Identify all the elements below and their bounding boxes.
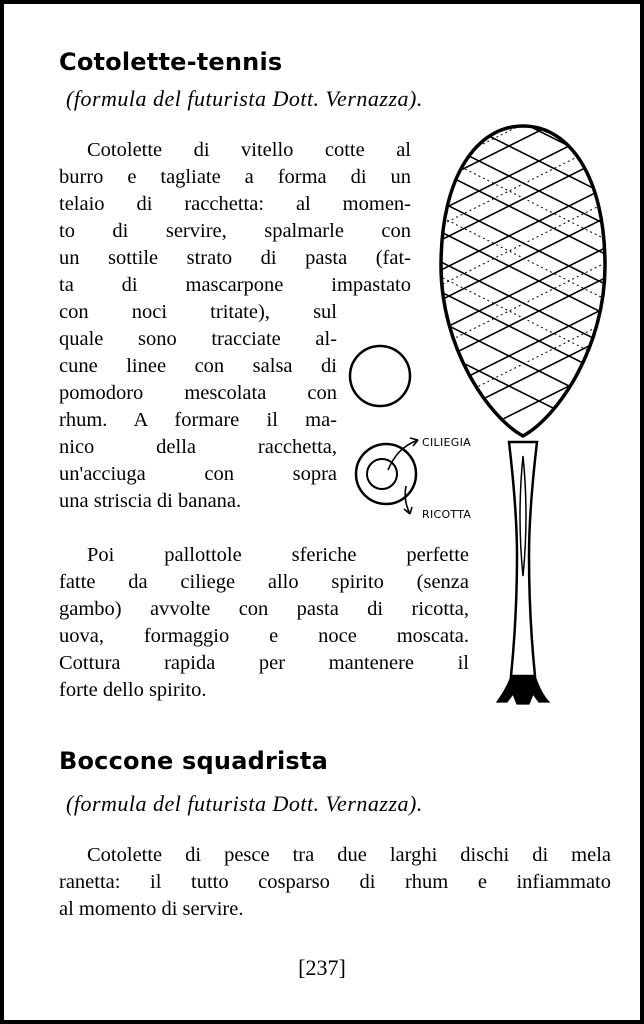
recipe-body-upper: [59, 137, 411, 299]
recipe-attribution: (formula del futurista Dott. Vernazza).: [66, 86, 423, 111]
text-line: nico della racchetta,: [59, 436, 337, 458]
text-line: uova, formaggio e noce moscata.: [59, 625, 469, 647]
text-line: cune linee con salsa di: [59, 355, 337, 377]
racket-handle: [509, 442, 537, 676]
text-line: un sottile strato di pasta (fat-: [59, 247, 411, 269]
text-line: burro e tagliate a forma di un: [59, 166, 411, 188]
recipe-body-narrow: [59, 299, 337, 515]
ricotta-ball-drawing: [350, 346, 410, 406]
text-line: Cottura rapida per mantenere il: [59, 652, 469, 674]
text-line: con noci tritate), sul: [59, 301, 337, 323]
ricotta-outer-circle: [356, 444, 416, 504]
text-line: gambo) avvolte con pasta di ricotta,: [59, 598, 469, 620]
recipe-body-boccone: [59, 842, 611, 923]
text-line: ta di mascarpone impastato: [59, 274, 411, 296]
text-line: pomodoro mescolata con: [59, 382, 337, 404]
text-line: un'acciuga con sopra: [59, 463, 337, 485]
page-number: [237]: [298, 955, 346, 980]
text-line: to di servire, spalmarle con: [59, 220, 411, 242]
text-line: una striscia di banana.: [59, 490, 242, 512]
text-line: ranetta: il tutto cosparso di rhum e infiammato: [59, 871, 611, 893]
text-line: rhum. A formare il ma-: [59, 409, 337, 431]
recipe-title-cotolette-tennis: Cotolette-tennis: [59, 48, 283, 76]
text-line: Cotolette di vitello cotte al: [87, 139, 411, 161]
text-line: Poi pallottole sferiche perfette: [87, 544, 469, 566]
text-line: al momento di servire.: [59, 898, 244, 920]
text-line: fatte da ciliege allo spirito (senza: [59, 571, 469, 593]
text-line: forte dello spirito.: [59, 679, 207, 701]
anchovy-tail: [497, 676, 549, 704]
recipe-title-boccone-squadrista: Boccone squadrista: [59, 747, 328, 775]
text-line: Cotolette di pesce tra due larghi dischi di mela: [87, 844, 611, 866]
label-ciliegia: CILIEGIA: [422, 436, 471, 449]
tennis-racket-drawing: [429, 116, 614, 712]
cherry-inner-circle: [367, 459, 397, 489]
recipe-body-lower: [59, 542, 469, 704]
text-line: telaio di racchetta: al momen-: [59, 193, 411, 215]
text-line: quale sono tracciate al-: [59, 328, 337, 350]
recipe-attribution: (formula del futurista Dott. Vernazza).: [66, 791, 423, 816]
label-ricotta: RICOTTA: [422, 508, 472, 521]
racket-frame: [441, 126, 605, 436]
